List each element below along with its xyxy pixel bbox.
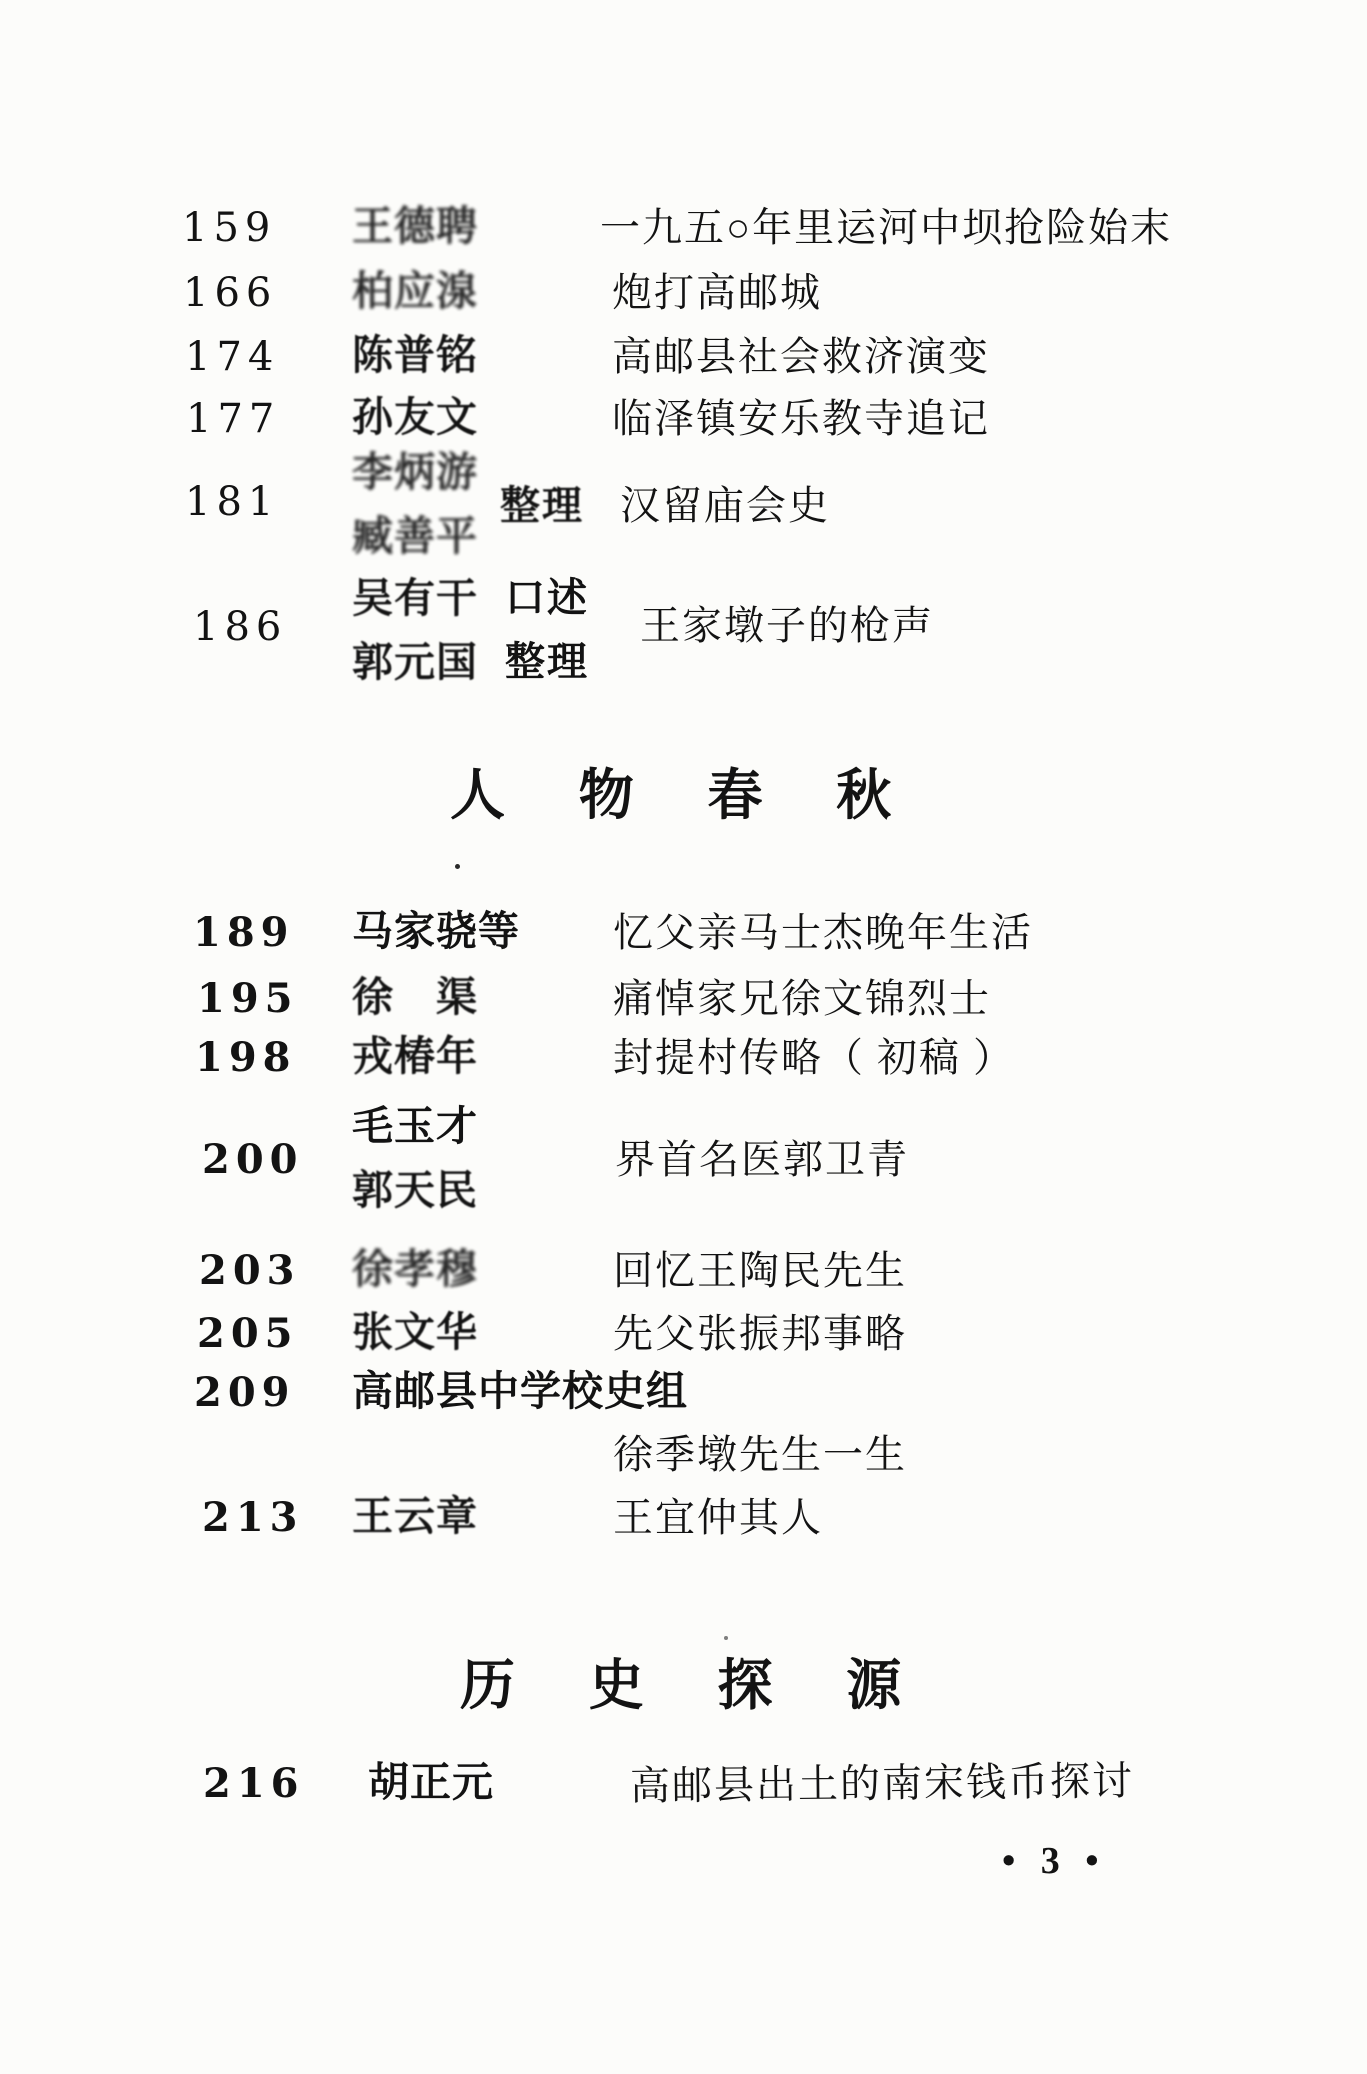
entry-title: 忆父亲马士杰晚年生活 — [613, 910, 1033, 955]
entry-page-number: 216 — [203, 1760, 305, 1807]
ink-speck — [455, 864, 460, 869]
entry-page-number: 174 — [185, 334, 280, 380]
entry-author: 吴有干 — [352, 575, 478, 621]
entry-title: 高邮县出土的南宋钱币探讨 — [629, 1758, 1135, 1809]
entry-author-role: 口述 — [505, 575, 589, 620]
entry-author: 王云章 — [352, 1493, 478, 1539]
entry-title: 徐季墩先生一生 — [613, 1432, 907, 1477]
entry-page-number: 166 — [183, 270, 278, 316]
entry-page-number: 205 — [197, 1310, 299, 1357]
entry-author: 王德聘 — [352, 203, 478, 249]
entry-author: 胡正元 — [368, 1759, 494, 1805]
entry-author: 柏应湶 — [352, 268, 478, 314]
entry-author: 马家骁等 — [352, 908, 520, 954]
entry-page-number: 181 — [185, 479, 280, 525]
entry-title: 界首名医郭卫青 — [615, 1137, 909, 1182]
entry-page-number: 198 — [195, 1034, 297, 1081]
entry-title: 回忆王陶民先生 — [613, 1248, 907, 1293]
entry-author: 戎椿年 — [352, 1033, 478, 1079]
entry-title: 先父张振邦事略 — [613, 1311, 907, 1356]
entry-author: 陈普铭 — [352, 332, 478, 378]
entry-author: 徐孝穆 — [352, 1246, 478, 1292]
ink-speck — [724, 1636, 728, 1640]
entry-author: 毛玉才 — [352, 1103, 478, 1149]
entry-author: 徐 渠 — [352, 974, 478, 1020]
entry-author-role: 整理 — [500, 483, 584, 528]
entry-author: 郭天民 — [352, 1167, 478, 1213]
entry-page-number: 189 — [193, 909, 295, 956]
entry-page-number: 203 — [199, 1247, 301, 1294]
entry-title: 封提村传略（ 初稿 ） — [613, 1035, 1015, 1080]
entry-page-number: 159 — [182, 205, 277, 251]
entry-author-role: 整理 — [505, 639, 589, 684]
entry-title: 一九五○年里运河中坝抢险始末 — [600, 205, 1173, 250]
entry-page-number: 177 — [186, 396, 281, 442]
entry-author: 臧善平 — [352, 513, 478, 559]
entry-title: 高邮县社会救济演变 — [612, 334, 990, 379]
entry-page-number: 213 — [202, 1494, 304, 1541]
entry-author: 孙友文 — [352, 394, 478, 440]
entry-page-number: 195 — [197, 975, 299, 1022]
entry-title: 汉留庙会史 — [620, 483, 830, 528]
entry-page-number: 186 — [193, 604, 288, 650]
entry-page-number: 200 — [202, 1136, 304, 1183]
entry-title: 痛悼家兄徐文锦烈士 — [613, 976, 991, 1021]
entry-author: 郭元国 — [352, 639, 478, 685]
entry-page-number: 209 — [194, 1369, 296, 1416]
entry-title: 炮打高邮城 — [612, 270, 822, 315]
entry-title: 临泽镇安乐教寺追记 — [612, 396, 990, 441]
entry-author: 高邮县中学校史组 — [352, 1368, 688, 1414]
entry-author: 李炳游 — [352, 449, 478, 495]
section-heading: 历 史 探 源 — [460, 1655, 922, 1716]
entry-title: 王家墩子的枪声 — [640, 603, 934, 648]
section-heading: 人 物 春 秋 — [450, 765, 912, 826]
entry-title: 王宜仲其人 — [613, 1495, 823, 1540]
entry-author: 张文华 — [352, 1309, 478, 1355]
page-number: • 3 • — [1002, 1840, 1107, 1882]
